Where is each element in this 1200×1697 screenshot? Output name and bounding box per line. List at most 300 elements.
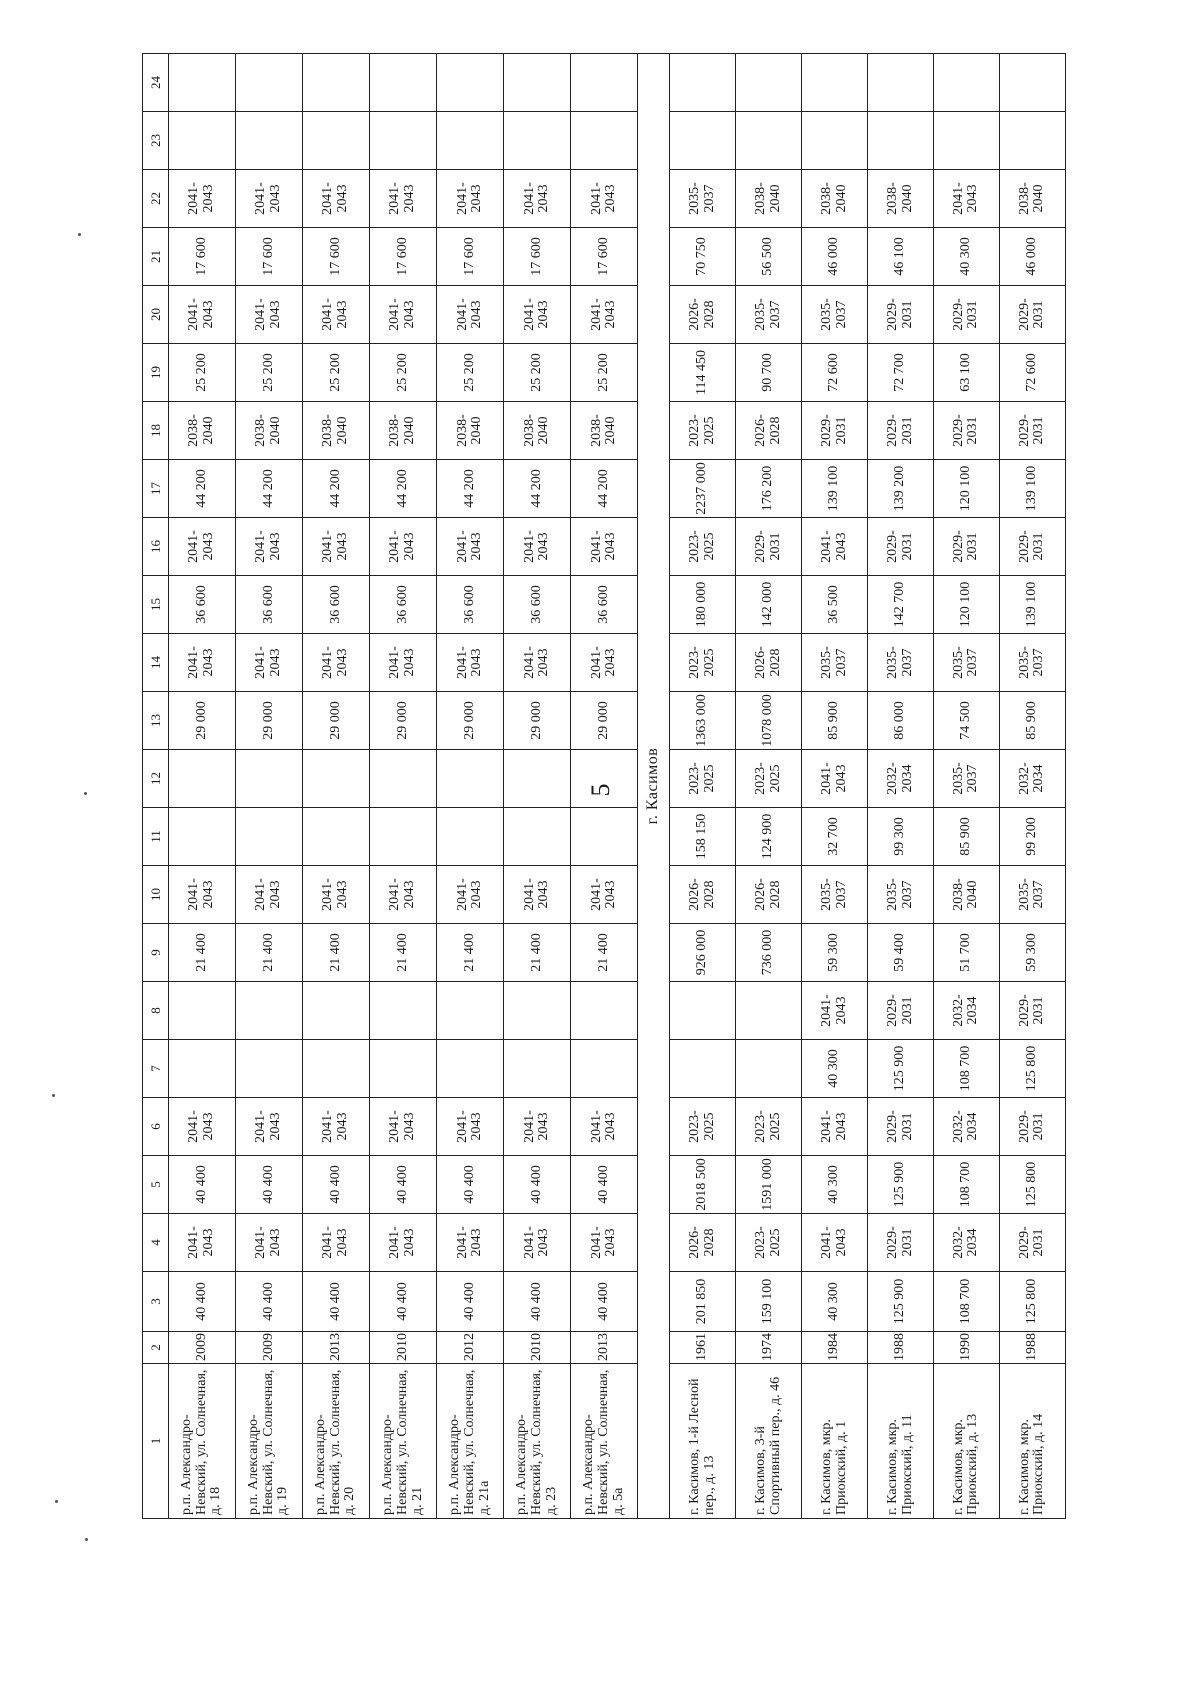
value-cell — [999, 112, 1065, 170]
column-header: 16 — [143, 518, 169, 576]
value-cell: 51 700 — [934, 924, 1000, 982]
value-cell: 2032-2034 — [868, 750, 934, 808]
value-cell: 2029-2031 — [999, 518, 1065, 576]
value-cell: 2023-2025 — [736, 750, 802, 808]
value-cell: 142 000 — [736, 576, 802, 634]
value-cell: 1974 — [736, 1332, 802, 1364]
column-header: 8 — [143, 982, 169, 1040]
value-cell: 108 700 — [934, 1272, 1000, 1332]
value-cell: 2041-2043 — [437, 1098, 504, 1156]
value-cell: 25 200 — [236, 344, 303, 402]
value-cell: 180 000 — [670, 576, 736, 634]
value-cell: 2035-2037 — [868, 634, 934, 692]
column-header: 21 — [143, 228, 169, 286]
value-cell — [504, 1040, 571, 1098]
address-cell: р.п. Александро-Невский, ул. Солнечная, д. 18 — [169, 1364, 236, 1519]
value-cell: 86 000 — [868, 692, 934, 750]
value-cell: 125 900 — [868, 1272, 934, 1332]
value-cell: 2009 — [236, 1332, 303, 1364]
value-cell: 2038-2040 — [437, 402, 504, 460]
value-cell: 29 000 — [236, 692, 303, 750]
address-cell: г. Касимов, мкр. Приокский, д. 14 — [999, 1364, 1065, 1519]
value-cell: 125 800 — [999, 1272, 1065, 1332]
section-row — [638, 54, 670, 1519]
value-cell: 2029-2031 — [934, 286, 1000, 344]
value-cell — [571, 1040, 638, 1098]
address-cell: г. Касимов, 3-й Спортивный пер., д. 46 — [736, 1364, 802, 1519]
value-cell: 2041-2043 — [236, 170, 303, 228]
value-cell — [169, 112, 236, 170]
value-cell — [504, 750, 571, 808]
value-cell: 2032-2034 — [999, 750, 1065, 808]
value-cell: 70 750 — [670, 228, 736, 286]
value-cell: 29 000 — [370, 692, 437, 750]
value-cell: 40 400 — [236, 1156, 303, 1214]
value-cell: 2010 — [504, 1332, 571, 1364]
value-cell: 90 700 — [736, 344, 802, 402]
table-row — [236, 54, 303, 1519]
value-cell: 36 600 — [571, 576, 638, 634]
value-cell: 2041-2043 — [802, 1098, 868, 1156]
value-cell: 2041-2043 — [437, 286, 504, 344]
value-cell: 29 000 — [571, 692, 638, 750]
value-cell — [504, 808, 571, 866]
value-cell — [571, 54, 638, 112]
scan-speck — [55, 1500, 58, 1503]
value-cell: 44 200 — [303, 460, 370, 518]
value-cell — [571, 982, 638, 1040]
value-cell: 2010 — [370, 1332, 437, 1364]
value-cell: 2035-2037 — [802, 286, 868, 344]
value-cell — [736, 112, 802, 170]
value-cell: 2035-2037 — [802, 634, 868, 692]
value-cell — [236, 750, 303, 808]
value-cell: 2041-2043 — [303, 1098, 370, 1156]
value-cell: 2041-2043 — [303, 286, 370, 344]
value-cell: 2035-2037 — [802, 866, 868, 924]
address-cell: г. Касимов, мкр. Приокский, д. 1 — [802, 1364, 868, 1519]
value-cell — [370, 1040, 437, 1098]
value-cell: 40 400 — [370, 1156, 437, 1214]
value-cell: 17 600 — [504, 228, 571, 286]
value-cell — [802, 112, 868, 170]
value-cell: 2038-2040 — [169, 402, 236, 460]
value-cell: 2041-2043 — [571, 518, 638, 576]
column-header: 2 — [143, 1332, 169, 1364]
table-row — [437, 54, 504, 1519]
value-cell: 2041-2043 — [303, 1214, 370, 1272]
value-cell — [670, 54, 736, 112]
column-header: 20 — [143, 286, 169, 344]
value-cell: 36 600 — [236, 576, 303, 634]
value-cell: 120 100 — [934, 576, 1000, 634]
value-cell — [736, 1040, 802, 1098]
value-cell: 1988 — [868, 1332, 934, 1364]
value-cell: 2035-2037 — [999, 866, 1065, 924]
value-cell: 40 300 — [934, 228, 1000, 286]
value-cell: 2041-2043 — [169, 634, 236, 692]
value-cell: 2041-2043 — [236, 1214, 303, 1272]
value-cell — [571, 750, 638, 808]
value-cell: 21 400 — [169, 924, 236, 982]
value-cell: 44 200 — [437, 460, 504, 518]
value-cell: 2041-2043 — [169, 170, 236, 228]
value-cell: 2041-2043 — [370, 286, 437, 344]
value-cell: 40 400 — [236, 1272, 303, 1332]
value-cell: 25 200 — [303, 344, 370, 402]
value-cell: 36 600 — [303, 576, 370, 634]
value-cell: 21 400 — [303, 924, 370, 982]
value-cell: 21 400 — [437, 924, 504, 982]
value-cell: 17 600 — [303, 228, 370, 286]
value-cell: 2029-2031 — [934, 518, 1000, 576]
page-number: 5 — [586, 783, 615, 797]
section-title: г. Касимов — [638, 54, 670, 1519]
value-cell: 2041-2043 — [802, 1214, 868, 1272]
value-cell: 2041-2043 — [370, 1214, 437, 1272]
value-cell: 2041-2043 — [236, 286, 303, 344]
value-cell: 2038-2040 — [736, 170, 802, 228]
value-cell: 2041-2043 — [504, 518, 571, 576]
value-cell — [571, 808, 638, 866]
column-header: 19 — [143, 344, 169, 402]
address-cell: г. Касимов, мкр. Приокский, д. 13 — [934, 1364, 1000, 1519]
value-cell: 2038-2040 — [571, 402, 638, 460]
column-header: 5 — [143, 1156, 169, 1214]
value-cell: 59 400 — [868, 924, 934, 982]
value-cell — [437, 808, 504, 866]
value-cell: 2041-2043 — [437, 170, 504, 228]
value-cell — [303, 112, 370, 170]
value-cell — [736, 54, 802, 112]
value-cell: 2035-2037 — [868, 866, 934, 924]
value-cell: 2038-2040 — [868, 170, 934, 228]
scan-speck — [52, 1094, 55, 1097]
value-cell: 21 400 — [370, 924, 437, 982]
value-cell: 2041-2043 — [437, 634, 504, 692]
value-cell: 40 400 — [504, 1156, 571, 1214]
value-cell: 120 100 — [934, 460, 1000, 518]
value-cell: 201 850 — [670, 1272, 736, 1332]
scan-speck — [84, 792, 87, 795]
value-cell: 2041-2043 — [571, 634, 638, 692]
value-cell: 2029-2031 — [868, 1098, 934, 1156]
value-cell — [169, 982, 236, 1040]
value-cell: 139 200 — [868, 460, 934, 518]
value-cell: 2035-2037 — [934, 750, 1000, 808]
address-cell: г. Касимов, 1-й Лесной пер., д. 13 — [670, 1364, 736, 1519]
column-header: 23 — [143, 112, 169, 170]
value-cell: 139 100 — [999, 460, 1065, 518]
column-header: 11 — [143, 808, 169, 866]
value-cell: 72 600 — [999, 344, 1065, 402]
value-cell: 40 400 — [370, 1272, 437, 1332]
value-cell — [504, 982, 571, 1040]
value-cell: 2029-2031 — [999, 1098, 1065, 1156]
value-cell: 46 000 — [999, 228, 1065, 286]
value-cell: 2041-2043 — [370, 866, 437, 924]
value-cell — [236, 54, 303, 112]
value-cell: 1591 000 — [736, 1156, 802, 1214]
table-row — [169, 54, 236, 1519]
value-cell: 2032-2034 — [934, 1214, 1000, 1272]
value-cell — [802, 54, 868, 112]
value-cell — [303, 750, 370, 808]
value-cell — [236, 808, 303, 866]
value-cell: 85 900 — [999, 692, 1065, 750]
value-cell — [370, 112, 437, 170]
value-cell: 2041-2043 — [437, 866, 504, 924]
value-cell: 2023-2025 — [670, 518, 736, 576]
value-cell: 2029-2031 — [868, 286, 934, 344]
value-cell: 1961 — [670, 1332, 736, 1364]
value-cell — [303, 808, 370, 866]
address-cell: р.п. Александро-Невский, ул. Солнечная, д. 19 — [236, 1364, 303, 1519]
value-cell: 44 200 — [370, 460, 437, 518]
value-cell: 72 600 — [802, 344, 868, 402]
table-row — [999, 54, 1065, 1519]
value-cell: 2029-2031 — [736, 518, 802, 576]
value-cell: 2038-2040 — [303, 402, 370, 460]
value-cell: 2035-2037 — [999, 634, 1065, 692]
value-cell — [999, 54, 1065, 112]
value-cell: 25 200 — [571, 344, 638, 402]
value-cell: 46 000 — [802, 228, 868, 286]
value-cell — [370, 750, 437, 808]
scan-speck — [78, 233, 81, 236]
value-cell — [370, 982, 437, 1040]
column-header: 12 — [143, 750, 169, 808]
rotated-table-wrapper — [142, 76, 1066, 1519]
value-cell — [236, 112, 303, 170]
value-cell: 139 100 — [802, 460, 868, 518]
capital-repair-schedule-table — [142, 53, 1066, 1519]
value-cell: 2029-2031 — [999, 982, 1065, 1040]
value-cell: 108 700 — [934, 1156, 1000, 1214]
column-header: 10 — [143, 866, 169, 924]
value-cell: 40 400 — [437, 1156, 504, 1214]
value-cell: 40 400 — [303, 1156, 370, 1214]
value-cell: 25 200 — [370, 344, 437, 402]
value-cell — [169, 808, 236, 866]
value-cell: 2041-2043 — [370, 1098, 437, 1156]
address-cell: р.п. Александро-Невский, ул. Солнечная, д. 20 — [303, 1364, 370, 1519]
value-cell — [169, 750, 236, 808]
value-cell: 85 900 — [802, 692, 868, 750]
column-header: 6 — [143, 1098, 169, 1156]
value-cell: 1988 — [999, 1332, 1065, 1364]
value-cell: 2018 500 — [670, 1156, 736, 1214]
value-cell: 40 300 — [802, 1156, 868, 1214]
value-cell: 2038-2040 — [370, 402, 437, 460]
value-cell: 159 100 — [736, 1272, 802, 1332]
value-cell — [504, 54, 571, 112]
value-cell: 124 900 — [736, 808, 802, 866]
value-cell: 2041-2043 — [303, 866, 370, 924]
value-cell — [934, 112, 1000, 170]
value-cell: 176 200 — [736, 460, 802, 518]
table-row — [736, 54, 802, 1519]
column-header: 15 — [143, 576, 169, 634]
value-cell: 56 500 — [736, 228, 802, 286]
value-cell: 25 200 — [169, 344, 236, 402]
table-row — [670, 54, 736, 1519]
column-header: 24 — [143, 54, 169, 112]
value-cell: 2026-2028 — [736, 866, 802, 924]
value-cell: 2023-2025 — [670, 634, 736, 692]
value-cell: 1990 — [934, 1332, 1000, 1364]
address-cell: р.п. Александро-Невский, ул. Солнечная, д. 23 — [504, 1364, 571, 1519]
value-cell: 29 000 — [504, 692, 571, 750]
address-cell: р.п. Александро-Невский, ул. Солнечная, д. 21 — [370, 1364, 437, 1519]
value-cell: 2026-2028 — [736, 402, 802, 460]
value-cell — [670, 1040, 736, 1098]
address-cell: р.п. Александро-Невский, ул. Солнечная, д. 21а — [437, 1364, 504, 1519]
value-cell: 36 500 — [802, 576, 868, 634]
value-cell: 2041-2043 — [236, 518, 303, 576]
value-cell: 2041-2043 — [504, 1098, 571, 1156]
value-cell: 21 400 — [236, 924, 303, 982]
value-cell: 59 300 — [802, 924, 868, 982]
value-cell: 2032-2034 — [934, 982, 1000, 1040]
value-cell: 2041-2043 — [169, 1214, 236, 1272]
value-cell: 2038-2040 — [934, 866, 1000, 924]
value-cell: 2029-2031 — [868, 402, 934, 460]
table-row — [571, 54, 638, 1519]
value-cell — [169, 54, 236, 112]
value-cell: 142 700 — [868, 576, 934, 634]
value-cell: 2038-2040 — [802, 170, 868, 228]
value-cell: 158 150 — [670, 808, 736, 866]
value-cell: 2038-2040 — [999, 170, 1065, 228]
value-cell: 2041-2043 — [303, 170, 370, 228]
value-cell: 2041-2043 — [571, 1214, 638, 1272]
value-cell: 99 200 — [999, 808, 1065, 866]
value-cell: 17 600 — [571, 228, 638, 286]
value-cell: 29 000 — [169, 692, 236, 750]
value-cell: 2041-2043 — [571, 170, 638, 228]
value-cell: 125 800 — [999, 1156, 1065, 1214]
value-cell: 2041-2043 — [236, 1098, 303, 1156]
column-header: 9 — [143, 924, 169, 982]
value-cell: 2023-2025 — [670, 1098, 736, 1156]
table-row — [802, 54, 868, 1519]
value-cell: 125 900 — [868, 1040, 934, 1098]
value-cell — [670, 982, 736, 1040]
value-cell: 29 000 — [437, 692, 504, 750]
value-cell: 2035-2037 — [670, 170, 736, 228]
value-cell: 108 700 — [934, 1040, 1000, 1098]
value-cell — [571, 112, 638, 170]
value-cell — [504, 112, 571, 170]
value-cell: 2029-2031 — [999, 402, 1065, 460]
value-cell: 40 400 — [169, 1272, 236, 1332]
value-cell: 1363 000 — [670, 692, 736, 750]
value-cell: 40 300 — [802, 1040, 868, 1098]
value-cell: 2026-2028 — [670, 286, 736, 344]
value-cell: 2041-2043 — [169, 1098, 236, 1156]
value-cell: 2041-2043 — [370, 634, 437, 692]
value-cell: 17 600 — [437, 228, 504, 286]
value-cell: 44 200 — [236, 460, 303, 518]
table-row — [303, 54, 370, 1519]
value-cell: 21 400 — [504, 924, 571, 982]
value-cell: 2041-2043 — [370, 518, 437, 576]
column-header: 7 — [143, 1040, 169, 1098]
column-header: 3 — [143, 1272, 169, 1332]
table-row — [934, 54, 1000, 1519]
value-cell — [236, 982, 303, 1040]
value-cell: 2041-2043 — [571, 1098, 638, 1156]
value-cell — [437, 54, 504, 112]
value-cell: 2026-2028 — [670, 1214, 736, 1272]
value-cell: 36 600 — [437, 576, 504, 634]
value-cell: 46 100 — [868, 228, 934, 286]
value-cell: 2041-2043 — [169, 866, 236, 924]
value-cell — [370, 808, 437, 866]
value-cell: 2041-2043 — [236, 634, 303, 692]
value-cell: 125 900 — [868, 1156, 934, 1214]
value-cell: 2041-2043 — [802, 982, 868, 1040]
value-cell: 2023-2025 — [670, 402, 736, 460]
value-cell: 40 400 — [303, 1272, 370, 1332]
value-cell: 2041-2043 — [504, 170, 571, 228]
value-cell: 2013 — [571, 1332, 638, 1364]
value-cell: 2009 — [169, 1332, 236, 1364]
value-cell: 40 400 — [169, 1156, 236, 1214]
value-cell: 2041-2043 — [504, 286, 571, 344]
address-cell: г. Касимов, мкр. Приокский, д. 11 — [868, 1364, 934, 1519]
table-row — [504, 54, 571, 1519]
value-cell: 736 000 — [736, 924, 802, 982]
value-cell: 25 200 — [504, 344, 571, 402]
value-cell — [868, 54, 934, 112]
address-cell: р.п. Александро-Невский, ул. Солнечная, д. 5а — [571, 1364, 638, 1519]
value-cell: 40 400 — [571, 1272, 638, 1332]
value-cell — [736, 982, 802, 1040]
scan-speck — [85, 1538, 88, 1541]
value-cell: 40 400 — [437, 1272, 504, 1332]
value-cell: 17 600 — [236, 228, 303, 286]
value-cell: 2029-2031 — [999, 1214, 1065, 1272]
value-cell: 2041-2043 — [504, 634, 571, 692]
value-cell — [169, 1040, 236, 1098]
value-cell: 2029-2031 — [868, 518, 934, 576]
value-cell: 2041-2043 — [370, 170, 437, 228]
value-cell: 2029-2031 — [868, 982, 934, 1040]
value-cell: 2035-2037 — [934, 634, 1000, 692]
column-header: 22 — [143, 170, 169, 228]
value-cell: 44 200 — [169, 460, 236, 518]
value-cell: 2029-2031 — [934, 402, 1000, 460]
value-cell: 2035-2037 — [736, 286, 802, 344]
value-cell: 2029-2031 — [999, 286, 1065, 344]
column-header: 14 — [143, 634, 169, 692]
value-cell: 2041-2043 — [437, 1214, 504, 1272]
value-cell: 2023-2025 — [736, 1214, 802, 1272]
value-cell — [934, 54, 1000, 112]
value-cell — [303, 54, 370, 112]
value-cell: 99 300 — [868, 808, 934, 866]
value-cell: 2023-2025 — [670, 750, 736, 808]
value-cell: 17 600 — [169, 228, 236, 286]
value-cell: 25 200 — [437, 344, 504, 402]
value-cell: 2029-2031 — [868, 1214, 934, 1272]
value-cell: 2026-2028 — [736, 634, 802, 692]
table-row — [868, 54, 934, 1519]
value-cell — [437, 112, 504, 170]
column-header: 1 — [143, 1364, 169, 1519]
